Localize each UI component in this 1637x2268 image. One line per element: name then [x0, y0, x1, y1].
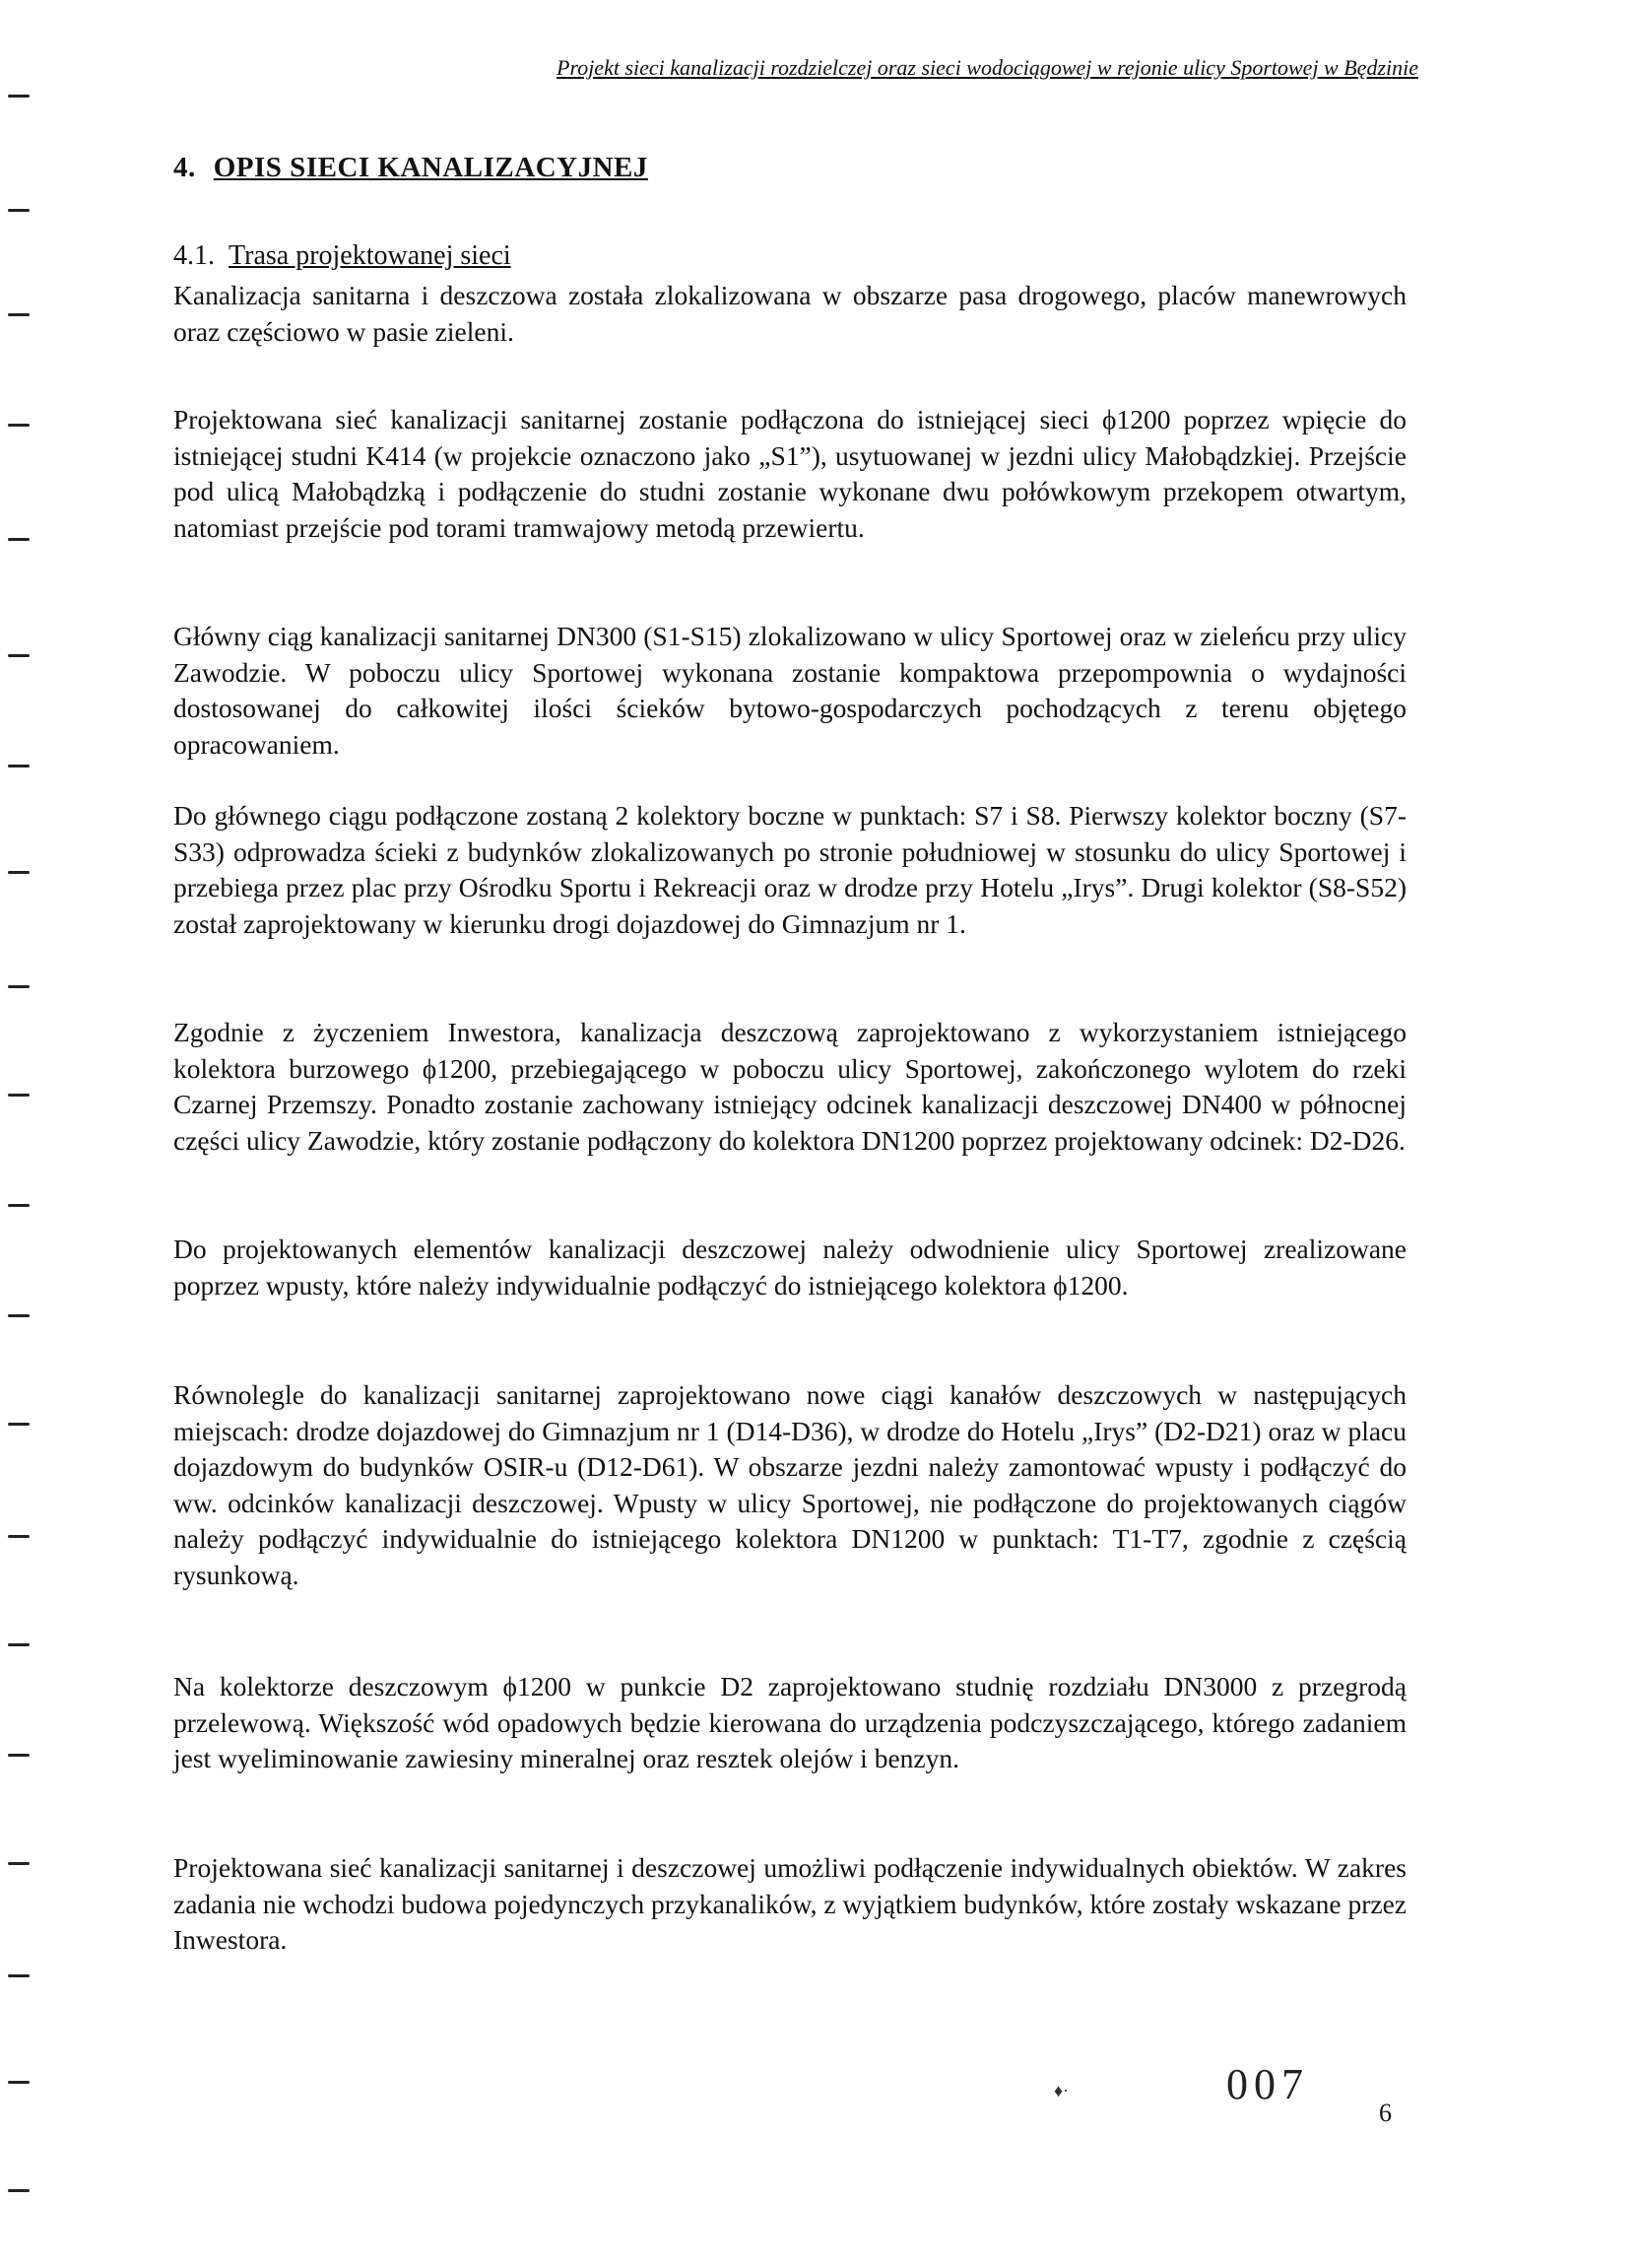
paragraph: Do projektowanych elementów kanalizacji deszczowej należy odwodnienie ulicy Sportowej zrealizowane poprzez wpusty, które należy indywidualnie podłączyć do istniejącego kolektora ϕ1200. [173, 1234, 1407, 1301]
margin-mark [8, 1314, 30, 1317]
margin-mark [8, 1862, 30, 1865]
margin-mark [8, 209, 30, 212]
paragraph: Główny ciąg kanalizacji sanitarnej DN300 (S1-S15) zlokalizowano w ulicy Sportowej oraz w zieleńcu przy ulicy Zawodzie. W poboczu ulicy Sportowej wykonana zostanie kompaktowa przepompownia o wydajności dostosowanej do całkowitej ilości ścieków bytowo-gospodarczych pochodzących z terenu objętego opracowaniem. [173, 621, 1407, 760]
page-number: 6 [1379, 2099, 1392, 2127]
margin-mark [8, 538, 30, 541]
paragraph: Kanalizacja sanitarna i deszczowa została zlokalizowana w obszarze pasa drogowego, placów manewrowych oraz częściowo w pasie zieleni. [173, 280, 1407, 347]
subsection-number: 4.1. [173, 240, 215, 271]
margin-mark [8, 95, 30, 98]
section-number: 4. [173, 152, 196, 183]
margin-mark [8, 1094, 30, 1097]
paragraph: Do głównego ciągu podłączone zostaną 2 kolektory boczne w punktach: S7 i S8. Pierwszy kolektor boczny (S7-S33) odprowadza ścieki z budynków zlokalizowanych po stronie południowej w stosunku do ulicy Sportowej i przebiega przez plac przy Ośrodku Sportu i Rekreacji oraz w drodze przy Hotelu „Irys”. Drugi kolektor (S8-S52) został zaprojektowany w kierunku drogi dojazdowej do Gimnazjum nr 1. [173, 800, 1407, 939]
paragraph: Na kolektorze deszczowym ϕ1200 w punkcie D2 zaprojektowano studnię rozdziału DN3000 z przegrodą przelewową. Większość wód opadowych będzie kierowana do urządzenia podczyszczającego, którego zadaniem jest wyeliminowanie zawiesiny mineralnej oraz resztek olejów i benzyn. [173, 1671, 1407, 1773]
margin-mark [8, 313, 30, 316]
margin-mark [8, 2081, 30, 2084]
stamp-mark: ♦· [1054, 2081, 1070, 2101]
margin-mark [8, 2189, 30, 2192]
margin-mark [8, 765, 30, 767]
margin-mark [8, 871, 30, 874]
section-heading [173, 152, 648, 184]
margin-mark [8, 1754, 30, 1757]
paragraph: Projektowana sieć kanalizacji sanitarnej zostanie podłączona do istniejącej sieci ϕ1200 poprzez wpięcie do istniejącej studni K414 (w projekcie oznaczono jako „S1”), usytuowanej w jezdni ulicy Małobądzkiej. Przejście pod ulicą Małobądzką i podłączenie do studni zostanie wykonane dwu połówkowym przekopem otwartym, natomiast przejście pod torami tramwajowy metodą przewiertu. [173, 404, 1407, 543]
margin-mark [8, 1535, 30, 1538]
paragraph: Projektowana sieć kanalizacji sanitarnej i deszczowej umożliwi podłączenie indywidualnych obiektów. W zakres zadania nie wchodzi budowa pojedynczych przykanalików, z wyjątkiem budynków, które zostały wskazane przez Inwestora. [173, 1852, 1407, 1955]
margin-mark [8, 1423, 30, 1426]
margin-mark [8, 1204, 30, 1207]
paragraph: Zgodnie z życzeniem Inwestora, kanalizacja deszczową zaprojektowano z wykorzystaniem istniejącego kolektora burzowego ϕ1200, przebiegającego w poboczu ulicy Sportowej, zakończonego wylotem do rzeki Czarnej Przemszy. Ponadto zostanie zachowany istniejący odcinek kanalizacji deszczowej DN400 w północnej części ulicy Zawodzie, który zostanie podłączony do kolektora DN1200 poprzez projektowany odcinek: D2-D26. [173, 1017, 1407, 1156]
document-stamp-number: 007 [1226, 2060, 1309, 2108]
section-title: OPIS SIECI KANALIZACYJNEJ [213, 152, 648, 183]
margin-mark [8, 654, 30, 657]
margin-mark [8, 985, 30, 988]
paragraph: Równolegle do kanalizacji sanitarnej zaprojektowano nowe ciągi kanałów deszczowych w następujących miejscach: drodze dojazdowej do Gimnazjum nr 1 (D14-D36), w drodze do Hotelu „Irys” (D2-D21) oraz w placu dojazdowym do budynków OSIR-u (D12-D61). W obszarze jezdni należy zamontować wpusty i podłączyć do ww. odcinków kanalizacji deszczowej. Wpusty w ulicy Sportowej, nie podłączone do projektowanych ciągów należy podłączyć indywidualnie do istniejącego kolektora DN1200 w punktach: T1-T7, zgodnie z częścią rysunkową. [173, 1379, 1407, 1590]
margin-mark [8, 1643, 30, 1646]
scan-margin-marks [0, 0, 79, 2268]
margin-mark [8, 424, 30, 427]
margin-mark [8, 1974, 30, 1977]
subsection-title: Trasa projektowanej sieci [229, 240, 511, 271]
running-header: Projekt sieci kanalizacji rozdzielczej oraz sieci wodociągowej w rejonie ulicy Sportowej w Będzinie [557, 55, 1418, 80]
subsection-heading [173, 240, 511, 272]
